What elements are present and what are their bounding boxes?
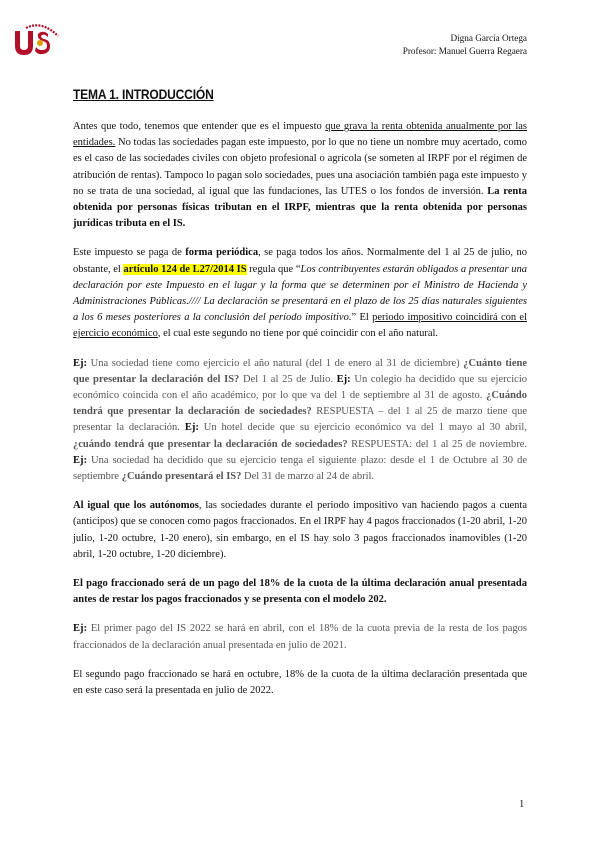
university-logo — [12, 22, 60, 62]
underlined-definition: que grava la renta obtenida anualmente por las entidades. — [73, 121, 528, 149]
page-number: 1 — [519, 799, 525, 810]
highlighted-article: artículo 124 de L27/2014 IS — [123, 263, 247, 275]
professor-name: Profesor: Manuel Guerra Regaera — [402, 46, 527, 56]
paragraph-installments: Al igual que los autónomos, las sociedades durante el periodo impositivo van haciendo pagos a cuenta (anticipos) que se conocen como pagos fraccionados. En el IRPF hay 4 pagos fraccionados (1-20 abril, 1-20 julio, 1-20 octubre, 1-20 enero), sin embargo, en el IS hay solo 3 pagos fraccionados inamovibles (1-20 abril, 1-20 octubre, 1-20 diciembre). — [73, 500, 527, 560]
section-title: TEMA 1. INTRODUCCIÓN — [73, 86, 214, 102]
paragraph-examples: Ej: Una sociedad tiene como ejercicio el año natural (del 1 de enero al 31 de diciembre) ¿Cuánto tiene que presentar la declaración del IS? Del 1 al 25 de Julio. Ej: Un colegio ha decidido que su ejercicio económico coincida con el año académico, por lo que va del 1 de septiembre al 31 de agosto. ¿Cuándo tendrá que presentar la declaración de sociedades? RESPUESTA – del 1 al 25 de marzo tiene que presentar la declaración. Ej: Un hotel decide que su ejercicio económico va del 1 mayo al 30 abril, ¿cuándo tendrá que presentar la declaración de sociedades? RESPUESTA: del 1 al 25 de noviembre. Ej: Una sociedad ha decidido que su ejercicio tenga el siguiente plazo: desde el 1 de Octubre al 30 de septiembre ¿Cuándo presentará el IS? Del 31 de marzo al 24 de abril. — [73, 357, 528, 483]
paragraph-intro: Antes que todo, tenemos que entender que es el impuesto que grava la renta obtenida anualmente por las entidades. No todas las sociedades pagan este impuesto, por lo que no tiene un nombre muy acertado, como es el caso de las sociedades civiles con objeto profesional o agrícola (se someten al IRPF por el régimen de atribución de rentas). Tampoco lo pagan solo sociedades, pues una asociación también paga este impuesto y no se trata de una sociedad, al igual que las fundaciones, las UTES o los fondos de inversión. La renta obtenida por personas físicas tributan en el IRPF, mientras que la renta obtenida por personas jurídicas tributa en el IS. — [73, 121, 528, 230]
paragraph-installment-rule: El pago fraccionado será de un pago del 18% de la cuota de la última declaración anual presentada antes de restar los pagos fraccionados y se presenta con el modelo 202. — [73, 578, 527, 606]
document-body — [73, 119, 527, 712]
document-header — [403, 32, 527, 58]
paragraph-second-installment: El segundo pago fraccionado se hará en octubre, 18% de la cuota de la última declaración presentada que en este caso será la presentada en julio de 2022. — [73, 668, 527, 697]
author-name: Digna García Ortega — [450, 33, 527, 43]
legal-quote: Los contribuyentes estarán obligados a presentar una declaración por este Impuesto en el lugar y la forma que se determinen por el Ministro de Hacienda y Administraciones Públicas.//// La declaración se presentará en el plazo de los 25 días naturales siguientes a los 6 meses posteriores a la conclusión del período impositivo. — [73, 263, 528, 324]
paragraph-periodicity: Este impuesto se paga de forma periódica, se paga todos los años. Normalmente del 1 al 25 de julio, no obstante, el artículo 124 de L27/2014 IS regula que “Los contribuyentes estarán obligados a presentar una declaración por este Impuesto en el lugar y la forma que se determinen por el Ministro de Hacienda y Administraciones Públicas.//// La declaración se presentará en el plazo de los 25 días naturales siguientes a los 6 meses posteriores a la conclusión del período impositivo.” El periodo impositivo coincidirá con el ejercicio económico, el cual este segundo no tiene por qué coincidir con el año natural. — [73, 247, 528, 340]
paragraph-example-2022: Ej: El primer pago del IS 2022 se hará en abril, con el 18% de la cuota previa de la resta de los pagos fraccionados de la declaración anual presentada en julio de 2021. — [73, 623, 527, 651]
bold-statement: La renta obtenida por personas físicas tributan en el IRPF, mientras que la renta obtenida por personas jurídicas tributa en el IS. — [73, 185, 527, 230]
